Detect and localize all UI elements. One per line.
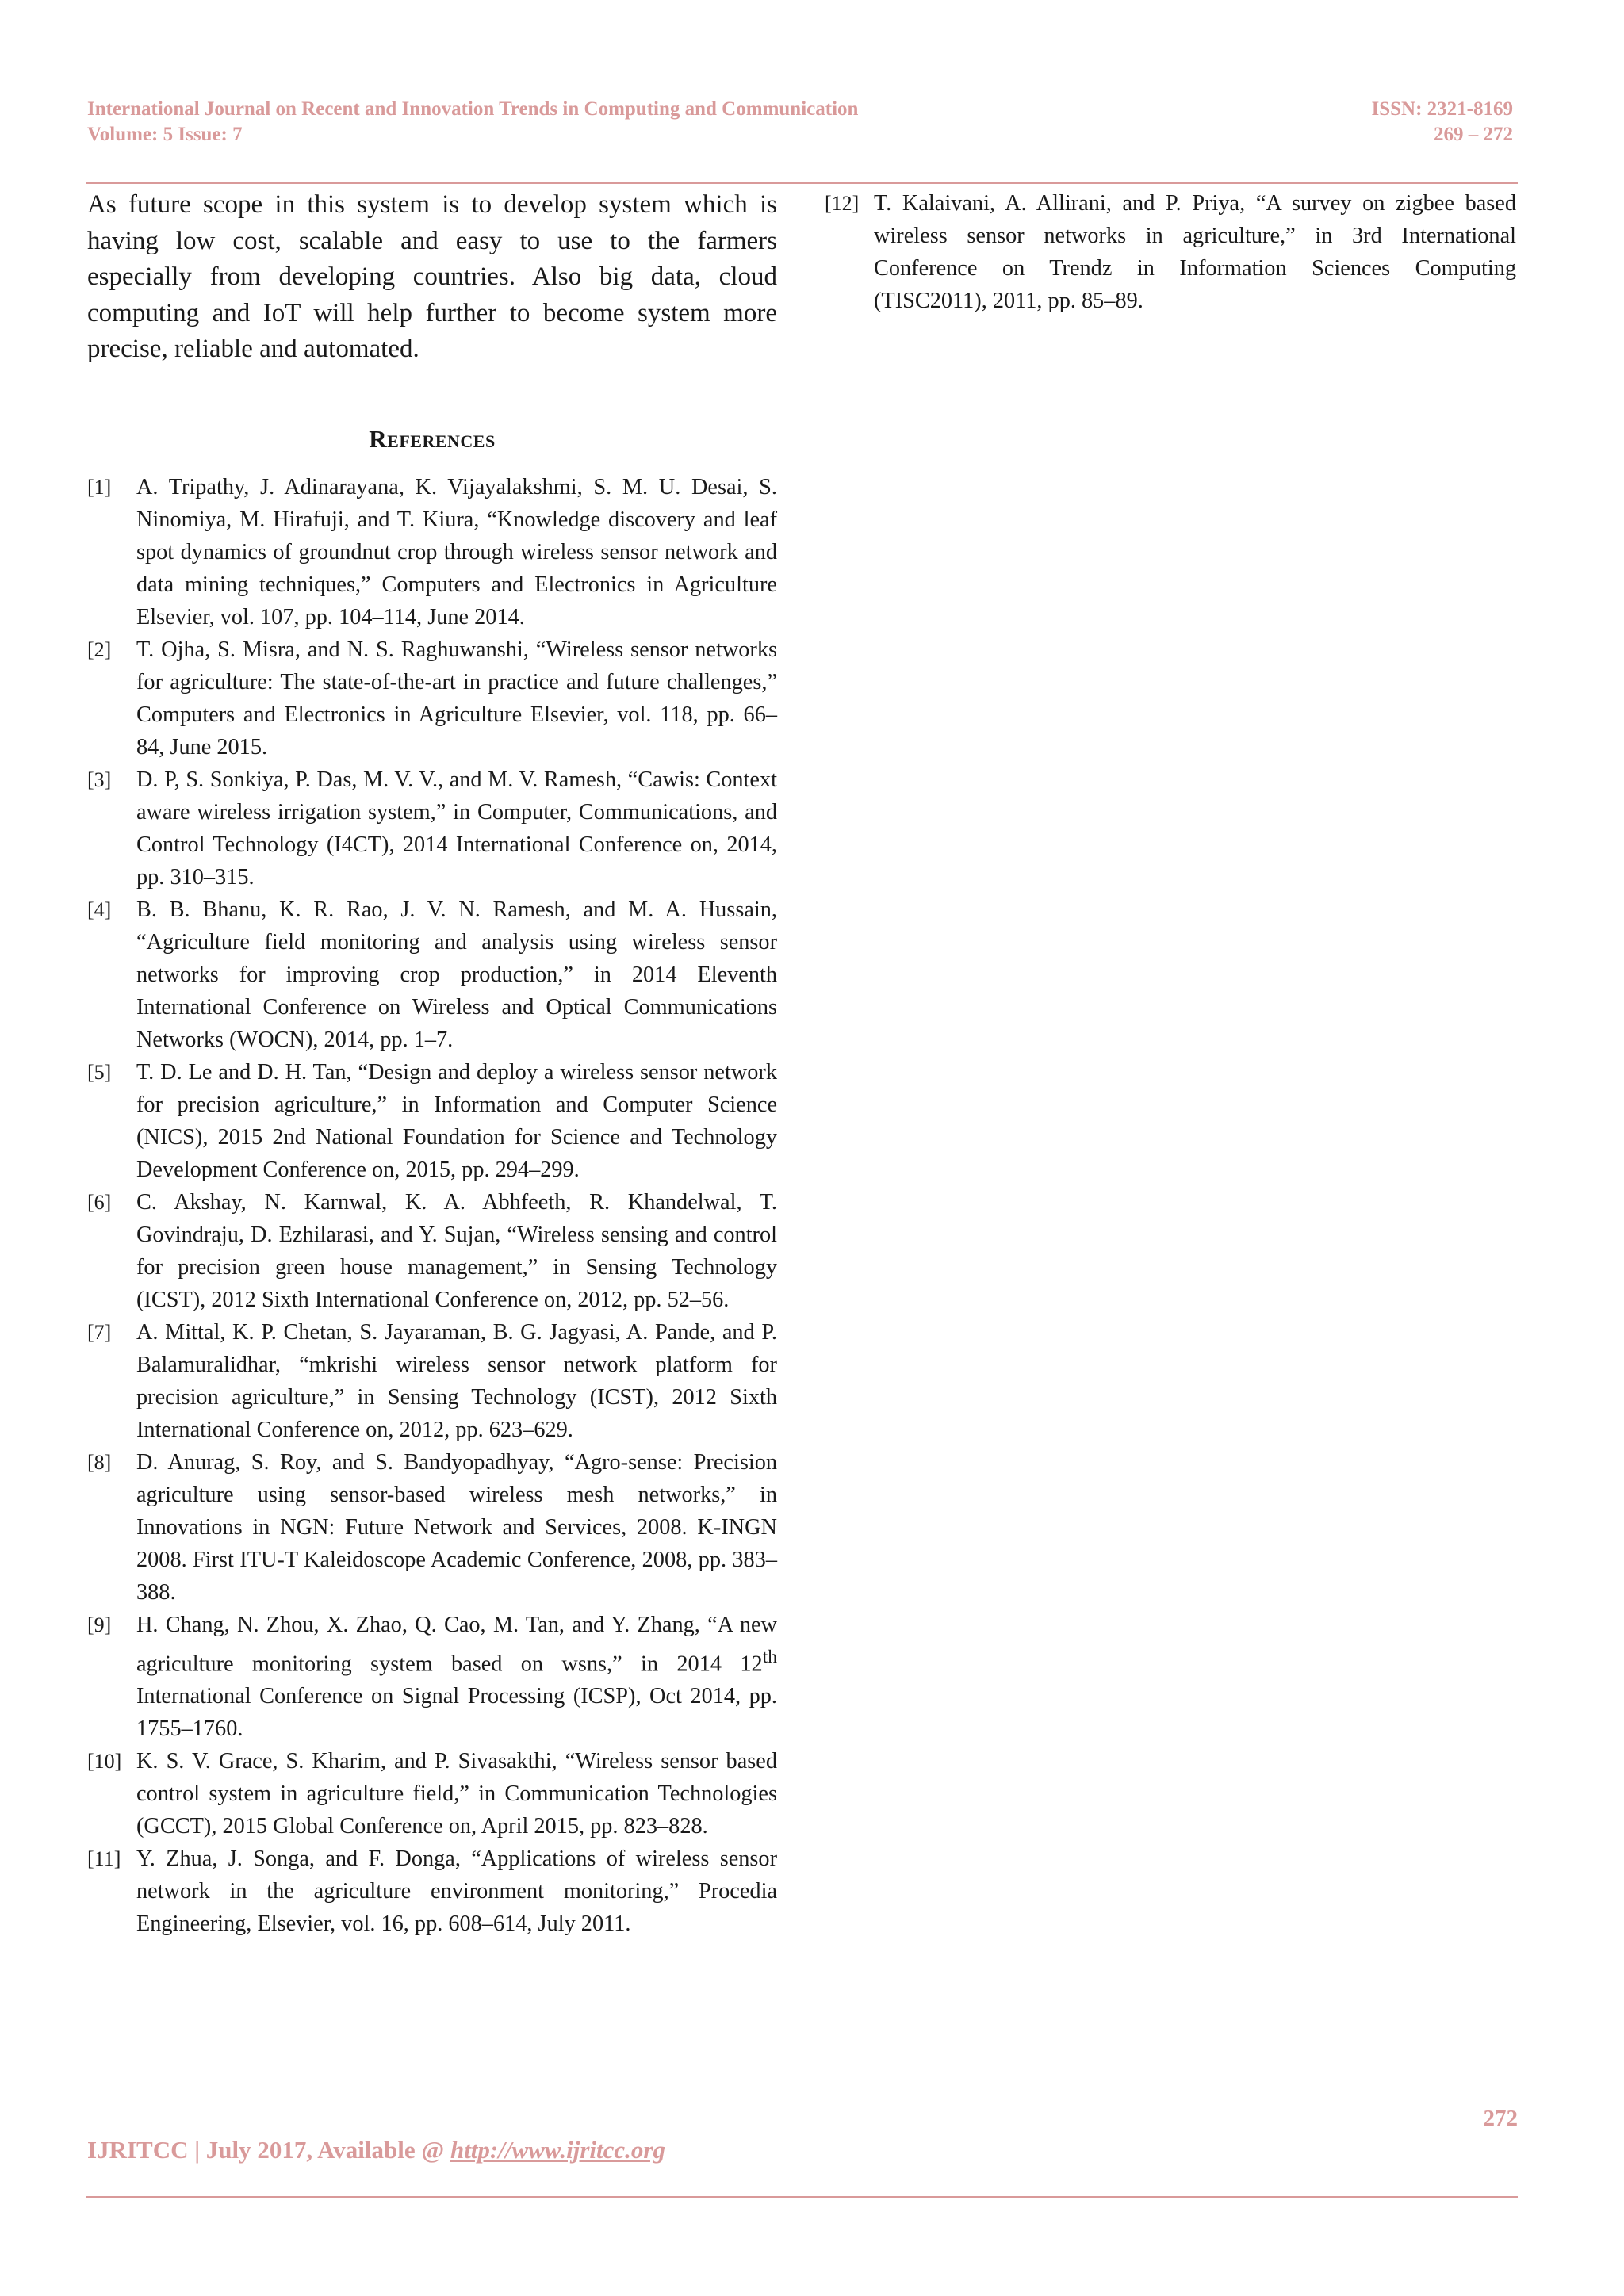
reference-list-right — [825, 187, 1516, 317]
issn: ISSN: 2321-8169 — [1371, 98, 1513, 120]
reference-item — [87, 1609, 777, 1745]
reference-text: A. Tripathy, J. Adinarayana, K. Vijayalakshmi, S. M. U. Desai, S. Ninomiya, M. Hirafuji, and T. Kiura, “Knowledge discovery and leaf spot dynamics of groundnut crop through wireless sensor network and data mining techniques,” Computers and Electronics in Agriculture Elsevier, vol. 107, pp. 104–114, June 2014. — [136, 475, 777, 629]
footer-text: IJRITCC | July 2017, Available @ — [87, 2136, 450, 2164]
website-link[interactable]: http://www.ijritcc.org — [450, 2136, 665, 2164]
page-range: 269 – 272 — [1434, 124, 1513, 145]
reference-text: T. D. Le and D. H. Tan, “Design and deploy a wireless sensor network for precision agriculture,” in Information and Computer Science (NICS), 2015 2nd National Foundation for Science and Technology Development Conference on, 2015, pp. 294–299. — [136, 1060, 777, 1182]
reference-list-left — [87, 471, 777, 1940]
reference-number: [10] — [87, 1750, 122, 1774]
reference-text-part: H. Chang, N. Zhou, X. Zhao, Q. Cao, M. Tan, and Y. Zhang, “A new agriculture monitoring system based on wsns,” in 2014 12 — [136, 1613, 777, 1677]
left-column — [87, 187, 777, 1937]
reference-item — [87, 1843, 777, 1940]
reference-item — [87, 894, 777, 1056]
footer — [87, 2136, 665, 2164]
reference-number: [6] — [87, 1191, 112, 1214]
reference-number: [7] — [87, 1321, 112, 1344]
reference-number: [4] — [87, 898, 112, 921]
reference-item — [87, 1745, 777, 1843]
references-heading: References — [369, 425, 496, 453]
reference-text — [136, 1609, 777, 1745]
reference-item — [87, 633, 777, 763]
header-row-bottom — [87, 122, 1513, 147]
reference-item — [87, 1186, 777, 1316]
reference-text: C. Akshay, N. Karnwal, K. A. Abhfeeth, R. Khandelwal, T. Govindraju, D. Ezhilarasi, and Y. Sujan, “Wireless sensing and control for precision green house management,” in Sensing Technology (ICST), 2012 Sixth International Conference on, 2012, pp. 52–56. — [136, 1190, 777, 1312]
reference-text: D. Anurag, S. Roy, and S. Bandyopadhyay, “Agro-sense: Precision agriculture using sensor-based wireless mesh networks,” in Innovations in NGN: Future Network and Services, 2008. K-INGN 2008. First ITU-T Kaleidoscope Academic Conference, 2008, pp. 383–388. — [136, 1450, 777, 1605]
reference-number: [2] — [87, 638, 112, 661]
reference-number: [9] — [87, 1613, 112, 1636]
reference-item — [87, 1316, 777, 1446]
journal-header — [87, 97, 1513, 147]
reference-number: [5] — [87, 1061, 112, 1084]
reference-text: T. Ojha, S. Misra, and N. S. Raghuwanshi, “Wireless sensor networks for agriculture: The state-of-the-art in practice and future challenges,” Computers and Electronics in Agriculture Elsevier, vol. 118, pp. 66–84, June 2015. — [136, 637, 777, 760]
ordinal-superscript: th — [762, 1647, 777, 1667]
reference-text: T. Kalaivani, A. Allirani, and P. Priya, “A survey on zigbee based wireless sensor networks in agriculture,” in 3rd International Conference on Trendz in Information Sciences Computing (TISC2011), 2011, pp. 85–89. — [874, 191, 1516, 313]
reference-text: A. Mittal, K. P. Chetan, S. Jayaraman, B. G. Jagyasi, A. Pande, and P. Balamuralidhar, “mkrishi wireless sensor network platform for precision agriculture,” in Sensing Technology (ICST), 2012 Sixth International Conference on, 2012, pp. 623–629. — [136, 1320, 777, 1442]
reference-text: K. S. V. Grace, S. Kharim, and P. Sivasakthi, “Wireless sensor based control system in agriculture field,” in Communication Technologies (GCCT), 2015 Global Conference on, April 2015, pp. 823–828. — [136, 1749, 777, 1839]
reference-text: Y. Zhua, J. Songa, and F. Donga, “Applications of wireless sensor network in the agriculture environment monitoring,” Procedia Engineering, Elsevier, vol. 16, pp. 608–614, July 2011. — [136, 1846, 777, 1937]
reference-number: [12] — [825, 192, 860, 215]
reference-item — [87, 471, 777, 633]
footer-divider — [86, 2196, 1518, 2198]
reference-number: [8] — [87, 1451, 112, 1474]
reference-text: B. B. Bhanu, K. R. Rao, J. V. N. Ramesh, and M. A. Hussain, “Agriculture field monitoring and analysis using wireless sensor networks for improving crop production,” in 2014 Eleventh International Conference on Wireless and Optical Communications Networks (WOCN), 2014, pp. 1–7. — [136, 897, 777, 1052]
reference-item — [825, 187, 1516, 317]
reference-item — [87, 1446, 777, 1609]
volume-issue: Volume: 5 Issue: 7 — [87, 124, 243, 145]
reference-number: [11] — [87, 1847, 121, 1871]
page-number: 272 — [1483, 2106, 1518, 2131]
intro-paragraph: As future scope in this system is to develop system which is having low cost, scalable and easy to use to the farmers especially from developing countries. Also big data, cloud computing and IoT will help further to become system more precise, reliable and automated. — [87, 190, 777, 363]
journal-title: International Journal on Recent and Innovation Trends in Computing and Communication — [87, 98, 859, 120]
reference-number: [1] — [87, 476, 112, 499]
header-divider — [86, 182, 1518, 184]
reference-number: [3] — [87, 768, 112, 791]
reference-text: D. P, S. Sonkiya, P. Das, M. V. V., and M. V. Ramesh, “Cawis: Context aware wireless irrigation system,” in Computer, Communications, and Control Technology (I4CT), 2014 International Conference on, 2014, pp. 310–315. — [136, 767, 777, 890]
header-row-top — [87, 97, 1513, 122]
reference-item — [87, 1056, 777, 1186]
reference-text-part: International Conference on Signal Processing (ICSP), Oct 2014, pp. 1755–1760. — [136, 1684, 777, 1742]
reference-item — [87, 763, 777, 894]
